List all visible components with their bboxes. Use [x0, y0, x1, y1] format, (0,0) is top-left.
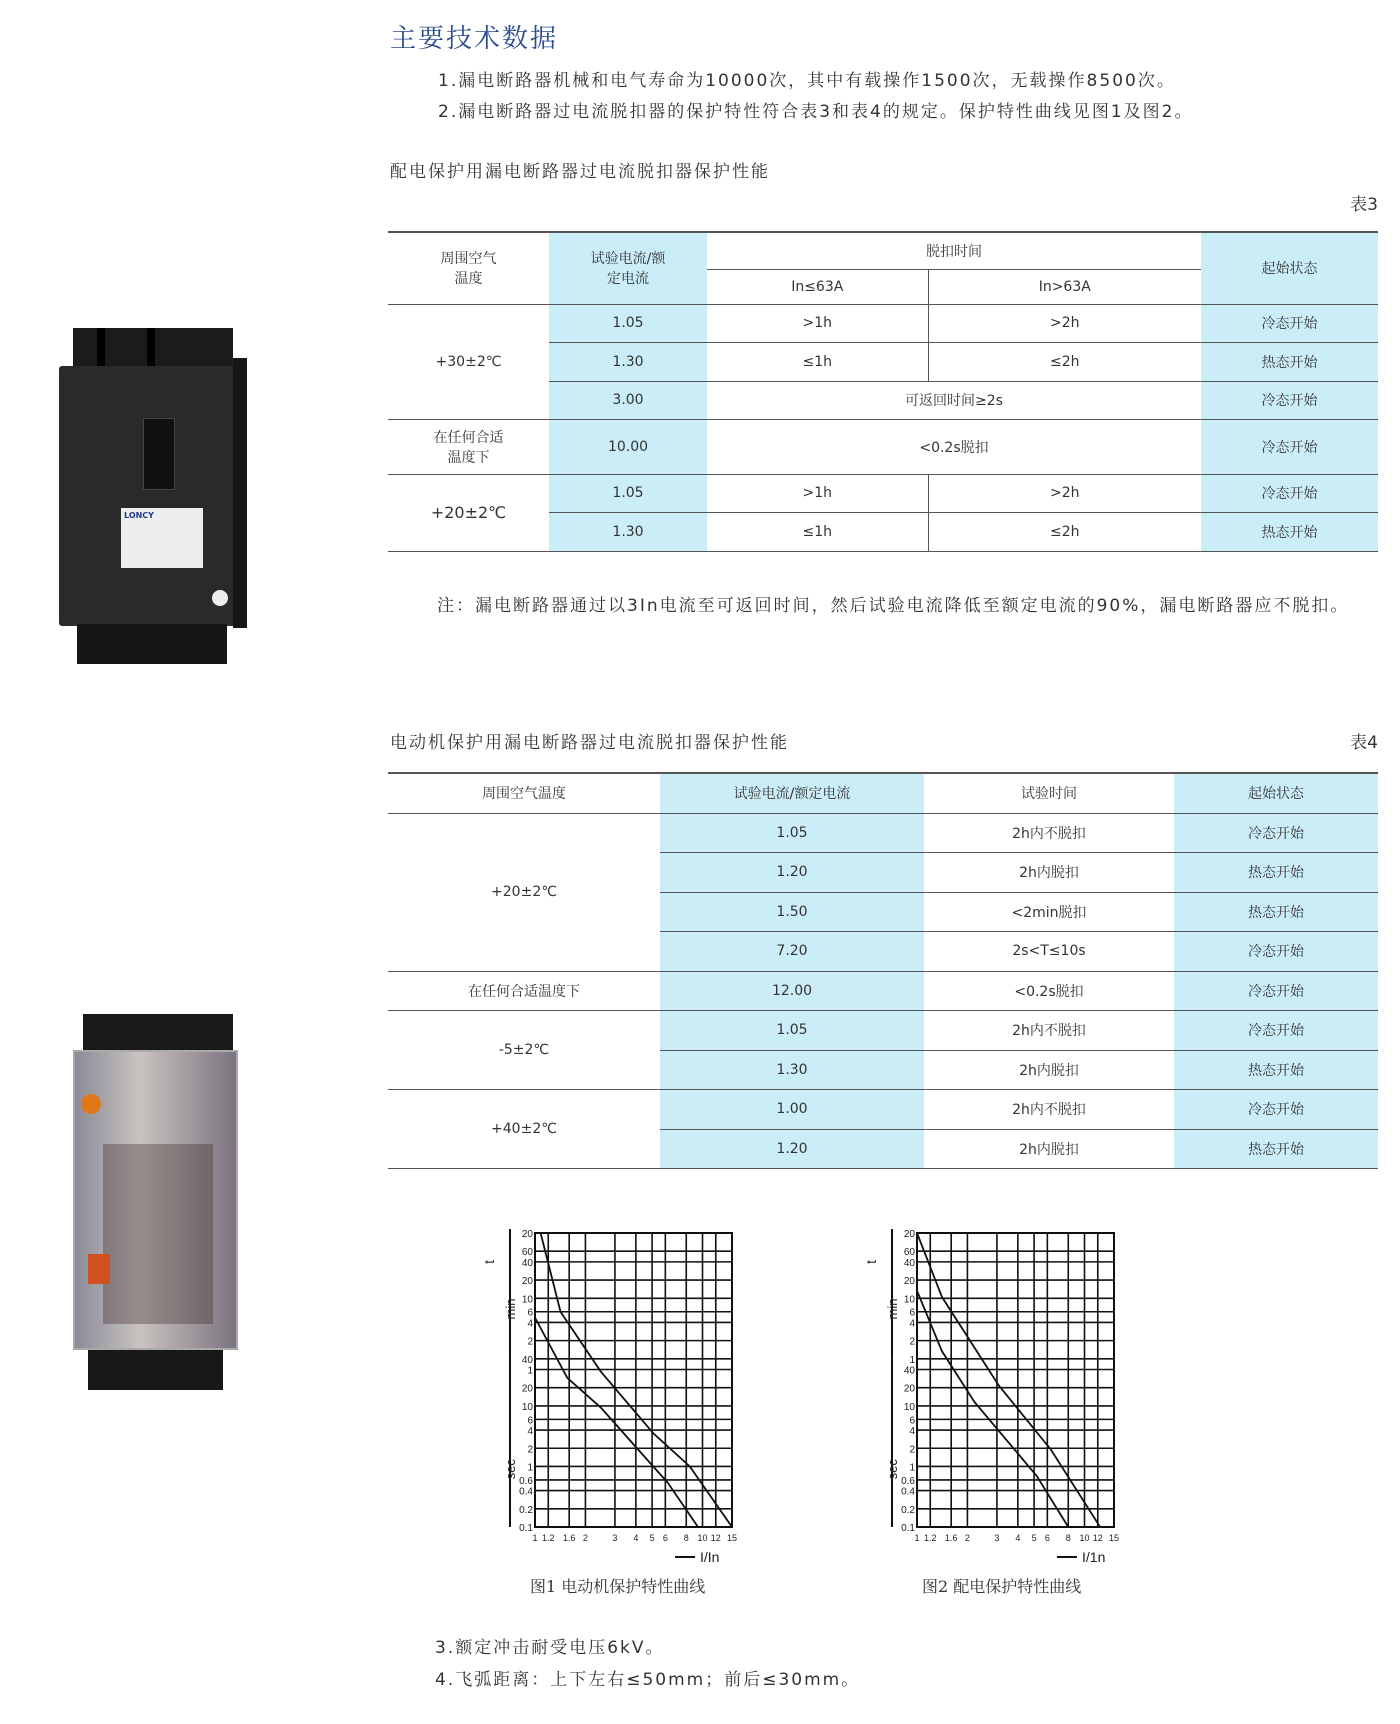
y-tick-label: 40 [903, 1257, 915, 1269]
state-cell: 热态开始 [1201, 342, 1378, 381]
y-tick-label: 0.6 [519, 1475, 533, 1487]
temp-cell: -5±2℃ [388, 1011, 660, 1090]
y-tick-label: 2 [527, 1444, 533, 1456]
temp-cell: 在任何合适温度下 [388, 419, 549, 474]
current-cell: 1.05 [660, 813, 924, 853]
current-cell: 1.05 [660, 1011, 924, 1051]
state-cell: 热态开始 [1174, 1050, 1378, 1090]
table3-caption: 配电保护用漏电断路器过电流脱扣器保护性能 [390, 162, 770, 182]
current-cell: 1.30 [549, 512, 707, 551]
header-current: 试验电流/额定电流 [660, 773, 924, 813]
state-cell: 冷态开始 [1201, 304, 1378, 342]
table-row [388, 1090, 1378, 1130]
x-axis-label: I/1n [1082, 1549, 1106, 1565]
table-row [388, 971, 1378, 1011]
time-cell: 2h内不脱扣 [924, 1090, 1174, 1130]
header-state: 起始状态 [1201, 232, 1378, 304]
curve-upper [917, 1233, 1100, 1527]
header-state: 起始状态 [1174, 773, 1378, 813]
y-tick-label: 0.2 [519, 1504, 533, 1516]
page-heading: 主要技术数据 [390, 24, 559, 54]
time-cell: <0.2s脱扣 [707, 419, 1201, 474]
time-cell: 可返回时间≥2s [707, 381, 1201, 419]
chart-fig1 [480, 1220, 780, 1580]
y-tick-label: 1 [909, 1462, 915, 1474]
x-tick-label: 1.6 [944, 1533, 958, 1543]
y-tick-label: 10 [903, 1401, 915, 1413]
y-tick-label: 6 [909, 1415, 915, 1427]
state-cell: 热态开始 [1201, 512, 1378, 551]
x-tick-label: 12 [710, 1533, 721, 1543]
y-tick-label: 6 [527, 1415, 533, 1427]
y-tick-label: 2 [909, 1336, 915, 1348]
spec-item-3: 3.额定冲击耐受电压6kV。 [435, 1638, 665, 1658]
current-cell: 1.30 [660, 1050, 924, 1090]
y-tick-label: 2 [909, 1444, 915, 1456]
y-tick-label: 2 [527, 1336, 533, 1348]
time-cell: 2h内不脱扣 [924, 1011, 1174, 1051]
y-unit-min: min [885, 1298, 900, 1320]
y-tick-label: 4 [527, 1426, 533, 1438]
current-cell: 1.20 [660, 1129, 924, 1169]
time-cell: 2s<T≤10s [924, 932, 1174, 972]
current-cell: 1.30 [549, 342, 707, 381]
x-tick-label: 1.6 [562, 1533, 576, 1543]
y-tick-label: 6 [909, 1307, 915, 1319]
y-tick-label: 1 [527, 1365, 533, 1377]
time-cell: ≤2h [928, 512, 1201, 551]
header-temp: 周围空气温度 [388, 232, 549, 304]
y-axis-label: t [863, 1259, 879, 1264]
x-tick-label: 2 [964, 1533, 970, 1543]
y-tick-label: 40 [521, 1354, 533, 1366]
state-cell: 冷态开始 [1174, 932, 1378, 972]
y-tick-label: 0.2 [901, 1504, 915, 1516]
state-cell: 冷态开始 [1174, 1011, 1378, 1051]
header-gt63: In>63A [928, 269, 1201, 304]
y-tick-label: 40 [521, 1257, 533, 1269]
x-tick-label: 1.2 [542, 1533, 555, 1543]
x-tick-label: 4 [1015, 1533, 1021, 1543]
time-cell: ≤1h [707, 342, 928, 381]
curve-lower [917, 1291, 1068, 1527]
x-axis-label: I/In [700, 1549, 720, 1565]
x-tick-label: 3 [612, 1533, 618, 1543]
table4-caption: 电动机保护用漏电断路器过电流脱扣器保护性能 [390, 733, 789, 753]
y-tick-label: 20 [903, 1229, 915, 1240]
y-unit-sec: sec [503, 1459, 518, 1480]
current-cell: 1.00 [660, 1090, 924, 1130]
x-tick-label: 1.2 [924, 1533, 937, 1543]
y-tick-label: 6 [527, 1307, 533, 1319]
y-tick-label: 20 [903, 1276, 915, 1288]
time-cell: 2h内脱扣 [924, 1129, 1174, 1169]
time-cell: 2h内脱扣 [924, 1050, 1174, 1090]
time-cell: 2h内脱扣 [924, 853, 1174, 893]
y-tick-label: 0.4 [519, 1486, 533, 1498]
time-cell: <2min脱扣 [924, 892, 1174, 932]
table4 [388, 772, 1378, 1169]
x-tick-label: 1 [532, 1533, 538, 1543]
time-cell: >1h [707, 474, 928, 512]
current-cell: 1.50 [660, 892, 924, 932]
current-cell: 1.05 [549, 474, 707, 512]
current-cell: 10.00 [549, 419, 707, 474]
state-cell: 冷态开始 [1201, 381, 1378, 419]
y-tick-label: 4 [909, 1318, 915, 1330]
y-tick-label: 60 [903, 1247, 915, 1259]
table-row [388, 1011, 1378, 1051]
x-tick-label: 6 [662, 1533, 668, 1543]
x-tick-label: 12 [1092, 1533, 1103, 1543]
temp-cell: +30±2℃ [388, 304, 549, 419]
temp-cell: +20±2℃ [388, 813, 660, 971]
y-tick-label: 10 [521, 1401, 533, 1413]
y-tick-label: 0.4 [901, 1486, 915, 1498]
y-tick-label: 0.6 [901, 1475, 915, 1487]
product-photo-breaker [57, 328, 247, 668]
time-cell: ≤2h [928, 342, 1201, 381]
table4-tag: 表4 [1350, 733, 1378, 753]
header-trip-time: 脱扣时间 [707, 232, 1201, 269]
temp-cell: +40±2℃ [388, 1090, 660, 1169]
state-cell: 热态开始 [1174, 1129, 1378, 1169]
time-cell: 2h内不脱扣 [924, 813, 1174, 853]
y-tick-label: 20 [903, 1383, 915, 1395]
current-cell: 1.20 [660, 853, 924, 893]
time-cell: >1h [707, 304, 928, 342]
spec-item-4: 4.飞弧距离：上下左右≤50mm；前后≤30mm。 [435, 1670, 861, 1690]
y-tick-label: 10 [521, 1294, 533, 1306]
y-axis-label: t [481, 1259, 497, 1264]
y-tick-label: 1 [909, 1354, 915, 1366]
y-tick-label: 0.1 [519, 1523, 533, 1534]
table-row [388, 813, 1378, 853]
current-cell: 12.00 [660, 971, 924, 1011]
state-cell: 热态开始 [1174, 853, 1378, 893]
x-tick-label: 4 [633, 1533, 639, 1543]
x-tick-label: 1 [914, 1533, 920, 1543]
time-cell: >2h [928, 304, 1201, 342]
y-tick-label: 0.1 [901, 1523, 915, 1534]
x-tick-label: 8 [683, 1533, 689, 1543]
table3 [388, 231, 1378, 552]
x-tick-label: 6 [1044, 1533, 1050, 1543]
x-tick-label: 2 [582, 1533, 588, 1543]
x-tick-label: 8 [1065, 1533, 1071, 1543]
y-tick-label: 20 [521, 1229, 533, 1240]
spec-item-1: 1.漏电断路器机械和电气寿命为10000次，其中有载操作1500次，无载操作8500次。 [438, 71, 1176, 91]
x-tick-label: 5 [1031, 1533, 1037, 1543]
time-cell: >2h [928, 474, 1201, 512]
time-cell: <0.2s脱扣 [924, 971, 1174, 1011]
y-tick-label: 20 [521, 1276, 533, 1288]
y-tick-label: 10 [903, 1294, 915, 1306]
current-cell: 7.20 [660, 932, 924, 972]
y-tick-label: 1 [527, 1462, 533, 1474]
state-cell: 热态开始 [1174, 892, 1378, 932]
x-tick-label: 10 [697, 1533, 708, 1543]
x-tick-label: 3 [994, 1533, 1000, 1543]
x-tick-label: 10 [1079, 1533, 1090, 1543]
x-tick-label: 15 [1108, 1533, 1120, 1543]
fig1-caption: 图1 电动机保护特性曲线 [530, 1577, 706, 1596]
product-photo-breaker-transparent [73, 1014, 238, 1390]
y-tick-label: 60 [521, 1247, 533, 1259]
table3-note: 注：漏电断路器通过以3In电流至可返回时间，然后试验电流降低至额定电流的90%，漏电断路器应不脱扣。 [437, 596, 1350, 616]
x-tick-label: 15 [726, 1533, 738, 1543]
temp-cell: +20±2℃ [388, 474, 549, 551]
current-cell: 1.05 [549, 304, 707, 342]
header-temp: 周围空气温度 [388, 773, 660, 813]
current-cell: 3.00 [549, 381, 707, 419]
y-tick-label: 4 [527, 1318, 533, 1330]
y-tick-label: 20 [521, 1383, 533, 1395]
curve-lower [535, 1318, 698, 1527]
y-unit-sec: sec [885, 1459, 900, 1480]
header-current: 试验电流/额定电流 [549, 232, 707, 304]
product-label-logo: LONCY [121, 508, 203, 568]
header-time: 试验时间 [924, 773, 1174, 813]
y-tick-label: 4 [909, 1426, 915, 1438]
chart-fig2 [862, 1220, 1162, 1580]
x-tick-label: 5 [649, 1533, 655, 1543]
y-tick-label: 40 [903, 1365, 915, 1377]
state-cell: 冷态开始 [1174, 1090, 1378, 1130]
state-cell: 冷态开始 [1174, 813, 1378, 853]
table3-tag: 表3 [1350, 195, 1378, 215]
y-unit-min: min [503, 1298, 518, 1320]
state-cell: 冷态开始 [1174, 971, 1378, 1011]
state-cell: 冷态开始 [1201, 474, 1378, 512]
state-cell: 冷态开始 [1201, 419, 1378, 474]
fig2-caption: 图2 配电保护特性曲线 [922, 1577, 1082, 1596]
spec-item-2: 2.漏电断路器过电流脱扣器的保护特性符合表3和表4的规定。保护特性曲线见图1及图2。 [438, 102, 1194, 122]
time-cell: ≤1h [707, 512, 928, 551]
header-lt63: In≤63A [707, 269, 928, 304]
temp-cell: 在任何合适温度下 [388, 971, 660, 1011]
